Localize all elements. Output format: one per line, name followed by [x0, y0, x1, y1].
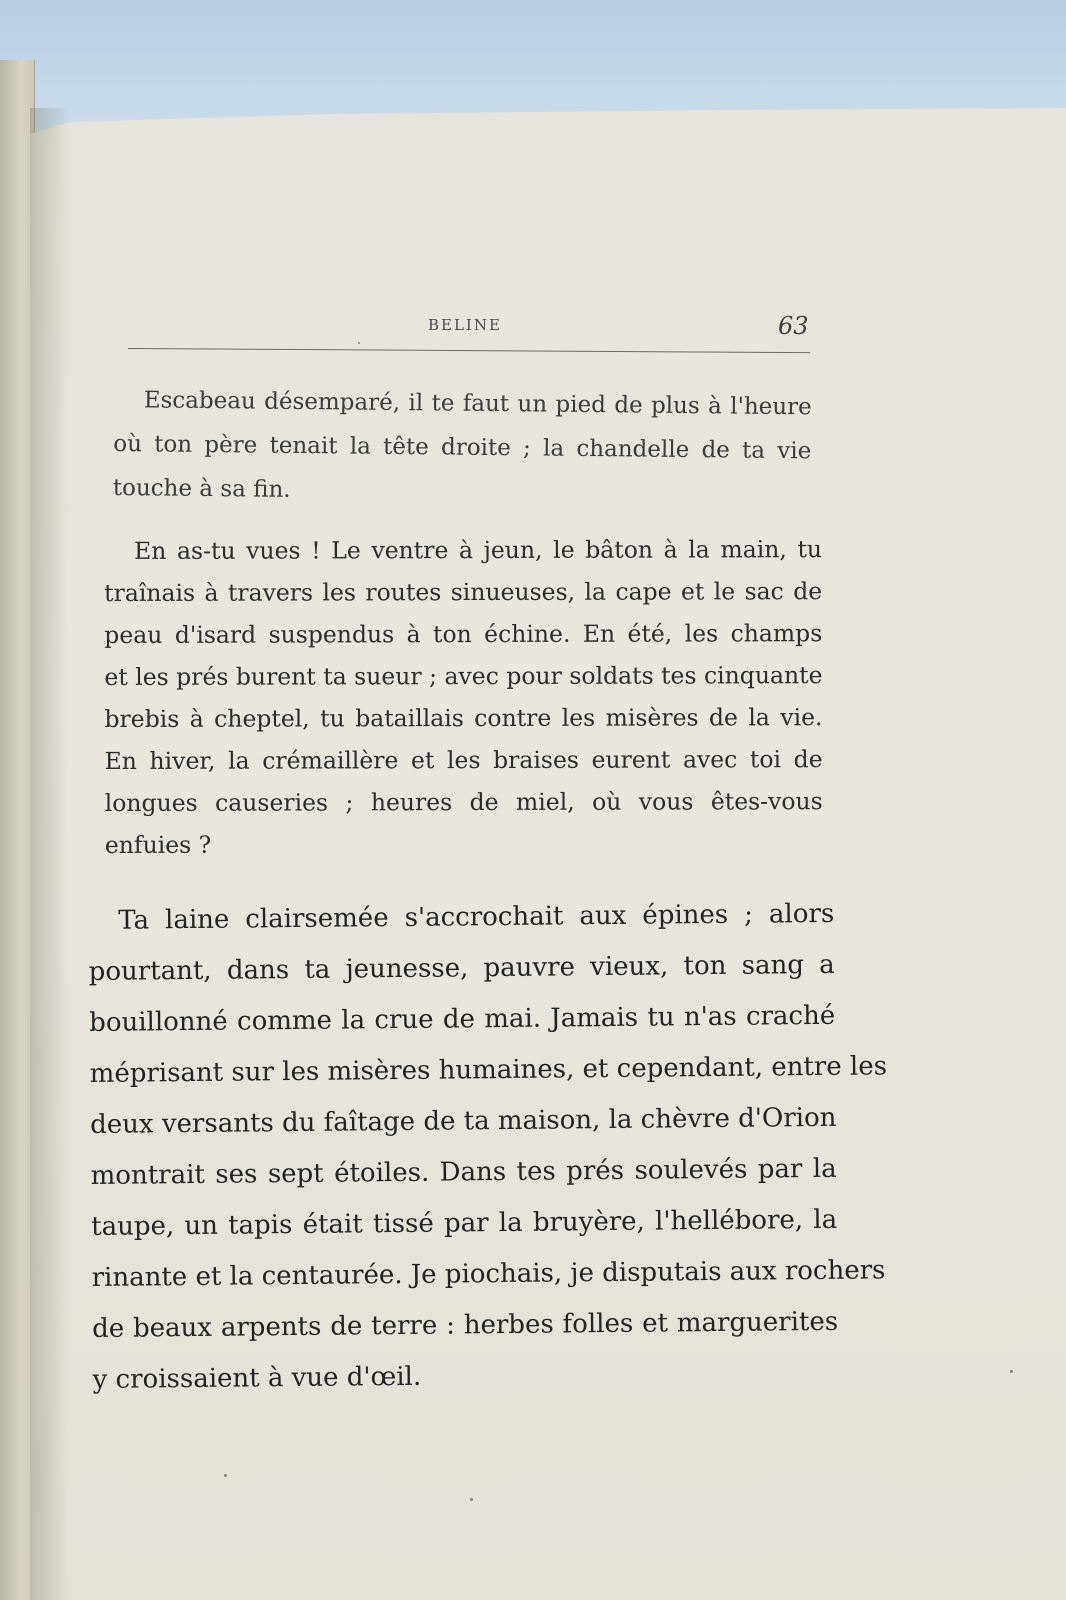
paragraph-line: touche à sa fin. [112, 474, 291, 503]
paragraph-line: de beaux arpents de terre : herbes folles et marguerites [92, 1306, 839, 1344]
paragraph-line: deux versants du faîtage de ta maison, la chèvre d'Orion [90, 1102, 837, 1140]
paragraph-3 [88, 889, 888, 1406]
paragraph-line: longues causeries ; heures de miel, où vous êtes-vous [104, 787, 823, 817]
paragraph-line: y croissaient à vue d'œil. [92, 1361, 422, 1395]
paragraph-line: traînais à travers les routes sinueuses, la cape et le sac de [104, 577, 823, 607]
paragraph-line: bouillonné comme la crue de mai. Jamais tu n'as craché [89, 1000, 836, 1038]
paragraph-line: montrait ses sept étoiles. Dans tes prés soulevés par la [90, 1153, 837, 1191]
paragraph-2 [104, 528, 823, 866]
paragraph-1 [113, 378, 812, 517]
paragraph-line: rinante et la centaurée. Je piochais, je disputais aux rochers [91, 1255, 886, 1293]
paragraph-line: Ta laine clairsemée s'accrochait aux épines ; alors [118, 898, 835, 936]
paragraph-line: Escabeau désemparé, il te faut un pied de plus à l'heure [143, 387, 812, 421]
paragraph-line: En as-tu vues ! Le ventre à jeun, le bâton à la main, tu [134, 535, 823, 565]
paper-speck [224, 1474, 227, 1477]
gutter-shadow [30, 108, 70, 1600]
paragraph-line: enfuies ? [104, 830, 212, 859]
paragraph-line: où ton père tenait la tête droite ; la chandelle de ta vie [113, 430, 812, 465]
paragraph-line: taupe, un tapis était tissé par la bruyère, l'hellébore, la [91, 1204, 838, 1242]
running-head-title: BELINE [428, 316, 502, 334]
paragraph-line: pourtant, dans ta jeunesse, pauvre vieux, ton sang a [88, 949, 835, 987]
paragraph-line: peau d'isard suspendus à ton échine. En été, les champs [104, 619, 823, 649]
paper-speck [470, 1498, 473, 1501]
paragraph-line: et les prés burent ta sueur ; avec pour soldats tes cinquante [104, 661, 823, 691]
paragraph-line: brebis à cheptel, tu bataillais contre les misères de la vie. [104, 703, 823, 733]
paper-speck [358, 342, 360, 344]
page-number: 63 [778, 312, 809, 340]
paper-speck [1010, 1370, 1013, 1373]
paragraph-line: En hiver, la crémaillère et les braises eurent avec toi de [104, 745, 823, 775]
paragraph-line: méprisant sur les misères humaines, et cependant, entre les [89, 1051, 888, 1089]
